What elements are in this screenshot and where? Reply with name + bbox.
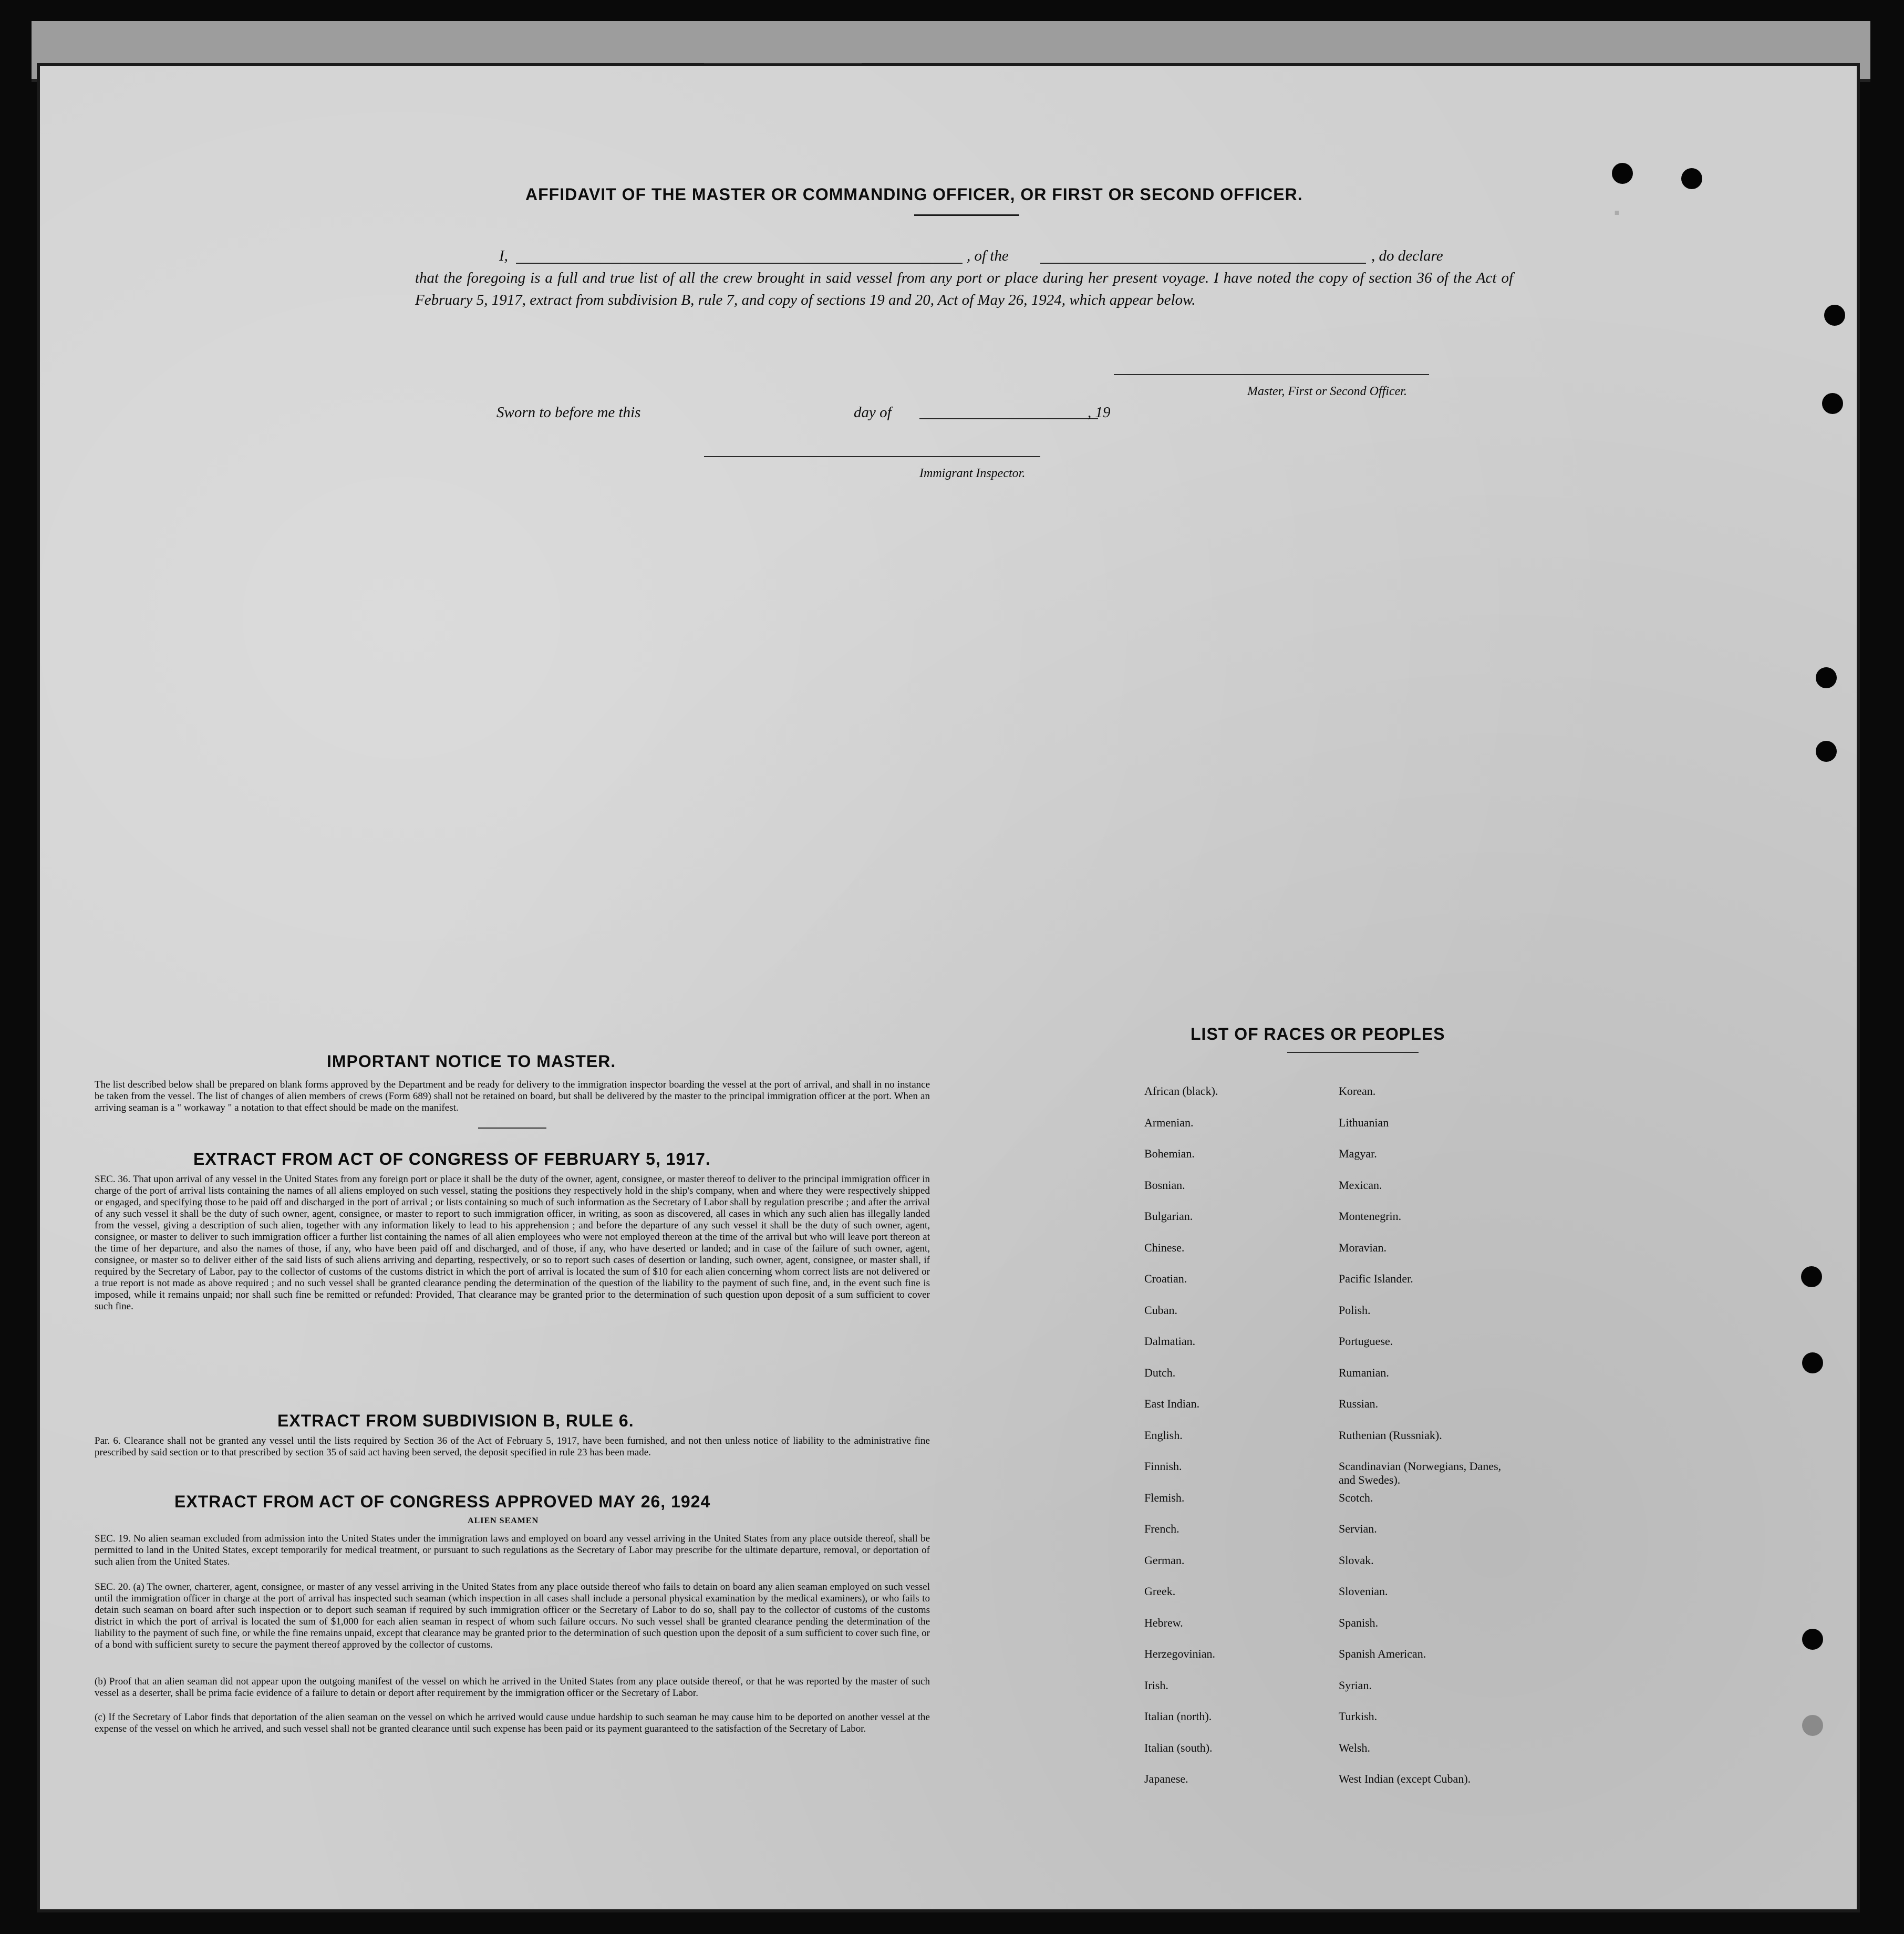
- right-race-item: Servian.: [1339, 1522, 1377, 1535]
- races-rule: [1287, 1052, 1419, 1053]
- left-race-item: Hebrew.: [1144, 1616, 1183, 1629]
- left-race-item: Flemish.: [1144, 1491, 1185, 1504]
- punch-hole: [1816, 741, 1837, 762]
- affidavit-i: I,: [499, 247, 508, 264]
- races-title: LIST OF RACES OR PEOPLES: [1191, 1025, 1445, 1043]
- punch-hole: [1824, 305, 1845, 326]
- day-line: [704, 63, 862, 64]
- bleed-through-text: .: [1613, 190, 1621, 221]
- right-race-item: Rumanian.: [1339, 1366, 1389, 1379]
- right-race-item: Slovenian.: [1339, 1585, 1388, 1598]
- left-race-item: East Indian.: [1144, 1397, 1200, 1410]
- affidavit-body: that the foregoing is a full and true list of all the crew brought in said vessel from any port or place during her present voyage. I have noted the copy of section 36 of the Act of February 5, 1917, extract from subdivision B, rule 7, and copy of sections 19 and 20, Act of May 26, 1924, which appear below.: [415, 270, 1513, 308]
- left-race-item: Dutch.: [1144, 1366, 1176, 1379]
- right-race-item: Polish.: [1339, 1303, 1371, 1317]
- affidavit-of-the: , of the: [967, 247, 1009, 264]
- right-race-item: Magyar.: [1339, 1147, 1377, 1160]
- extract-1924-subtitle: ALIEN SEAMEN: [468, 1516, 539, 1525]
- extract-1924-sec20c: (c) If the Secretary of Labor finds that deportation of the alien seaman on the vessel on which he arrived would cause undue hardship to such seaman he may cause him to be deported on another vessel at the expense of the vessel on which he arrived, and such vessel shall not be granted clearance until such expense has been paid or its payment guaranteed to the satisfaction of the Secretary of Labor.: [95, 1712, 930, 1734]
- punch-hole: [1612, 163, 1633, 184]
- affidavit-title-rule: [914, 214, 1019, 216]
- left-race-item: Armenian.: [1144, 1115, 1194, 1129]
- extract-1924-sec19: SEC. 19. No alien seaman excluded from admission into the United States under the immigration laws and employed on board any vessel arriving in the United States from any place outside thereof, shall be permitted to land in the United States, except temporarily for medical treatment, or pursuant to such regulations as the Secretary of Labor may prescribe for the ultimate departure, removal, or deportation of such alien from the United States.: [95, 1533, 930, 1567]
- signature-label: Master, First or Second Officer.: [1247, 385, 1407, 398]
- right-race-item: Pacific Islander.: [1339, 1272, 1413, 1285]
- left-race-item: Finnish.: [1144, 1460, 1182, 1473]
- extract-1924-sec20b: (b) Proof that an alien seaman did not appear upon the outgoing manifest of the vessel on which he arrived in the United States from any place outside thereof, or that he was reported by the master of such vessel as a deserter, shall be prima facie evidence of a failure to detain or deport after requirement by the immigration officer or the Secretary of Labor.: [95, 1676, 930, 1699]
- left-race-item: German.: [1144, 1553, 1185, 1567]
- left-race-item: Herzegovinian.: [1144, 1647, 1215, 1660]
- extract-rule6-title: EXTRACT FROM SUBDIVISION B, RULE 6.: [277, 1411, 634, 1430]
- right-race-item: Lithuanian: [1339, 1115, 1389, 1129]
- right-race-item: Scandinavian (Norwegians, Danes, and Swedes).: [1339, 1460, 1502, 1486]
- affidavit-title: AFFIDAVIT OF THE MASTER OR COMMANDING OFFICER, OR FIRST OR SECOND OFFICER.: [525, 185, 1303, 204]
- left-race-item: Italian (north).: [1144, 1710, 1212, 1723]
- left-race-item: Croatian.: [1144, 1272, 1187, 1285]
- affidavit-do-declare: , do declare: [1371, 247, 1443, 264]
- left-race-item: Bohemian.: [1144, 1147, 1195, 1160]
- extract-rule6-body: Par. 6. Clearance shall not be granted any vessel until the lists required by Section 36 of the Act of February 5, 1917, have been furnished, and not then unless notice of liability to the administrative fine prescribed by said section or to that prescribed by section 35 of said act having been served, the deposit specified in rule 23 has been made.: [95, 1435, 930, 1458]
- left-race-item: English.: [1144, 1428, 1183, 1442]
- extract-1924-sec20a: SEC. 20. (a) The owner, charterer, agent, consignee, or master of any vessel arriving in the United States from any place outside thereof who fails to detain on board any alien seaman employed on such vessel until the immigration officer in charge at the port of arrival has inspected such seaman (which inspection in all cases shall include a personal physical examination by the medical examiners), or who fails to detain such seaman on board after such inspection or to deport such seaman if required by such immigration officer or the Secretary of Labor to do so, shall pay to the collector of customs of the customs district in which the port of arrival is located the sum of $1,000 for each alien seaman in respect of whom such failure occurs. No such vessel shall be granted clearance pending the determination of the liability to the payment of such fine, or while the fine remains unpaid, except that clearance may be granted prior to the determination of such question upon the deposit of a sum sufficient to cover such fine, or of a bond with sufficient surety to secure the payment thereof approved by the collector of customs.: [95, 1581, 930, 1650]
- right-race-item: Syrian.: [1339, 1678, 1372, 1692]
- left-race-item: African (black).: [1144, 1084, 1218, 1098]
- left-race-item: Chinese.: [1144, 1240, 1185, 1254]
- left-race-item: Bosnian.: [1144, 1178, 1185, 1192]
- right-race-item: Slovak.: [1339, 1553, 1374, 1567]
- right-race-item: Russian.: [1339, 1397, 1379, 1410]
- vessel-line: [1040, 263, 1366, 264]
- left-race-item: French.: [1144, 1522, 1179, 1535]
- left-race-item: Cuban.: [1144, 1303, 1177, 1317]
- left-race-item: Bulgarian.: [1144, 1209, 1193, 1223]
- month-line: [919, 418, 1098, 419]
- right-race-item: Montenegrin.: [1339, 1209, 1402, 1223]
- left-race-item: Irish.: [1144, 1678, 1168, 1692]
- left-race-item: Dalmatian.: [1144, 1335, 1196, 1348]
- notice-body: The list described below shall be prepared on blank forms approved by the Department and be ready for delivery to the immigration inspector boarding the vessel at the port of arrival, and shall in no instance be taken from the vessel. The list of changes of alien members of crews (Form 689) shall not be retained on board, but shall be delivered by the master to the principal immigration officer at the port. When an arriving seaman is a " workaway " a notation to that effect should be made on the manifest.: [95, 1079, 930, 1113]
- extract-1924-title: EXTRACT FROM ACT OF CONGRESS APPROVED MAY 26, 1924: [174, 1492, 711, 1511]
- right-race-item: Turkish.: [1339, 1710, 1378, 1723]
- extract-1917-title: EXTRACT FROM ACT OF CONGRESS OF FEBRUARY 5, 1917.: [193, 1150, 711, 1168]
- right-race-item: Spanish.: [1339, 1616, 1379, 1629]
- signature-line: [1114, 374, 1429, 375]
- right-race-item: Moravian.: [1339, 1240, 1387, 1254]
- inspector-line: [704, 456, 1040, 457]
- notice-title: IMPORTANT NOTICE TO MASTER.: [327, 1052, 616, 1071]
- punch-hole: [1801, 1266, 1822, 1287]
- left-race-item: Greek.: [1144, 1585, 1176, 1598]
- right-race-item: Ruthenian (Russniak).: [1339, 1428, 1442, 1442]
- extract-1917-body: SEC. 36. That upon arrival of any vessel in the United States from any foreign port or place it shall be the duty of the owner, agent, consignee, or master thereof to deliver to the principal immigration officer in charge of the port of arrival lists containing the names of all aliens employed on such vessel, stating the positions they respectively hold in the ship's company, when and where they were respectively shipped or engaged, and specifying those to be paid off and discharged in the port of arrival ; or lists containing so much of such information as the Secretary of Labor shall by regulation prescribe ; and after the arrival of any such vessel it shall be the duty of such owner, agent, consignee, or master to report to such immigration officer, in writing, as soon as discovered, all cases in which any such alien has illegally landed from the vessel, giving a description of such alien, together with any information likely to lead to his apprehension ; and before the departure of any such vessel it shall be the duty of such owner, agent, consignee, or master to deliver to such immigration officer a further list containing the names of all alien employees who were not employed thereon at the time of the arrival but who will leave port thereon at the time of her departure, and also the names of those, if any, who have been paid off and discharged, and of those, if any, who have deserted or landed; and in case of the failure of such owner, agent, consignee, or master so to deliver either of the said lists of such aliens arriving and departing, respectively, or so to report such cases of desertion or landing, such owner, agent, consignee, or master shall, if required by the Secretary of Labor, pay to the collector of customs of the customs district in which the port of arrival is located the sum of $10 for each alien concerning whom correct lists are not delivered or a true report is not made as above required ; and no such vessel shall be granted clearance pending the determination of the question of the liability to the payment of such fine, and, in the event such fine is imposed, while it remains unpaid; nor shall such fine be remitted or refunded: Provided, That clearance may be granted prior to the determination of such question upon deposit of a sum sufficient to cover such fine.: [95, 1174, 930, 1312]
- document-sheet: [37, 63, 1860, 1912]
- name-line: [516, 263, 963, 264]
- left-race-item: Italian (south).: [1144, 1741, 1213, 1754]
- right-race-item: Korean.: [1339, 1084, 1376, 1098]
- inspector-label: Immigrant Inspector.: [919, 467, 1026, 480]
- punch-hole: [1681, 168, 1702, 189]
- sworn-prefix: Sworn to before me this: [496, 404, 641, 421]
- punch-hole: [1816, 667, 1837, 688]
- right-race-item: Portuguese.: [1339, 1335, 1393, 1348]
- punch-hole: [1802, 1352, 1823, 1373]
- sworn-year: , 19: [1088, 404, 1111, 421]
- punch-hole: [1802, 1715, 1823, 1736]
- punch-hole: [1802, 1629, 1823, 1650]
- right-race-item: Mexican.: [1339, 1178, 1382, 1192]
- right-race-item: Scotch.: [1339, 1491, 1373, 1504]
- right-race-item: Welsh.: [1339, 1741, 1370, 1754]
- left-race-item: Japanese.: [1144, 1772, 1188, 1785]
- punch-hole: [1822, 393, 1843, 414]
- notice-rule: [478, 1128, 546, 1129]
- sworn-day-of: day of: [854, 404, 892, 421]
- right-race-item: West Indian (except Cuban).: [1339, 1772, 1471, 1785]
- right-race-item: Spanish American.: [1339, 1647, 1426, 1660]
